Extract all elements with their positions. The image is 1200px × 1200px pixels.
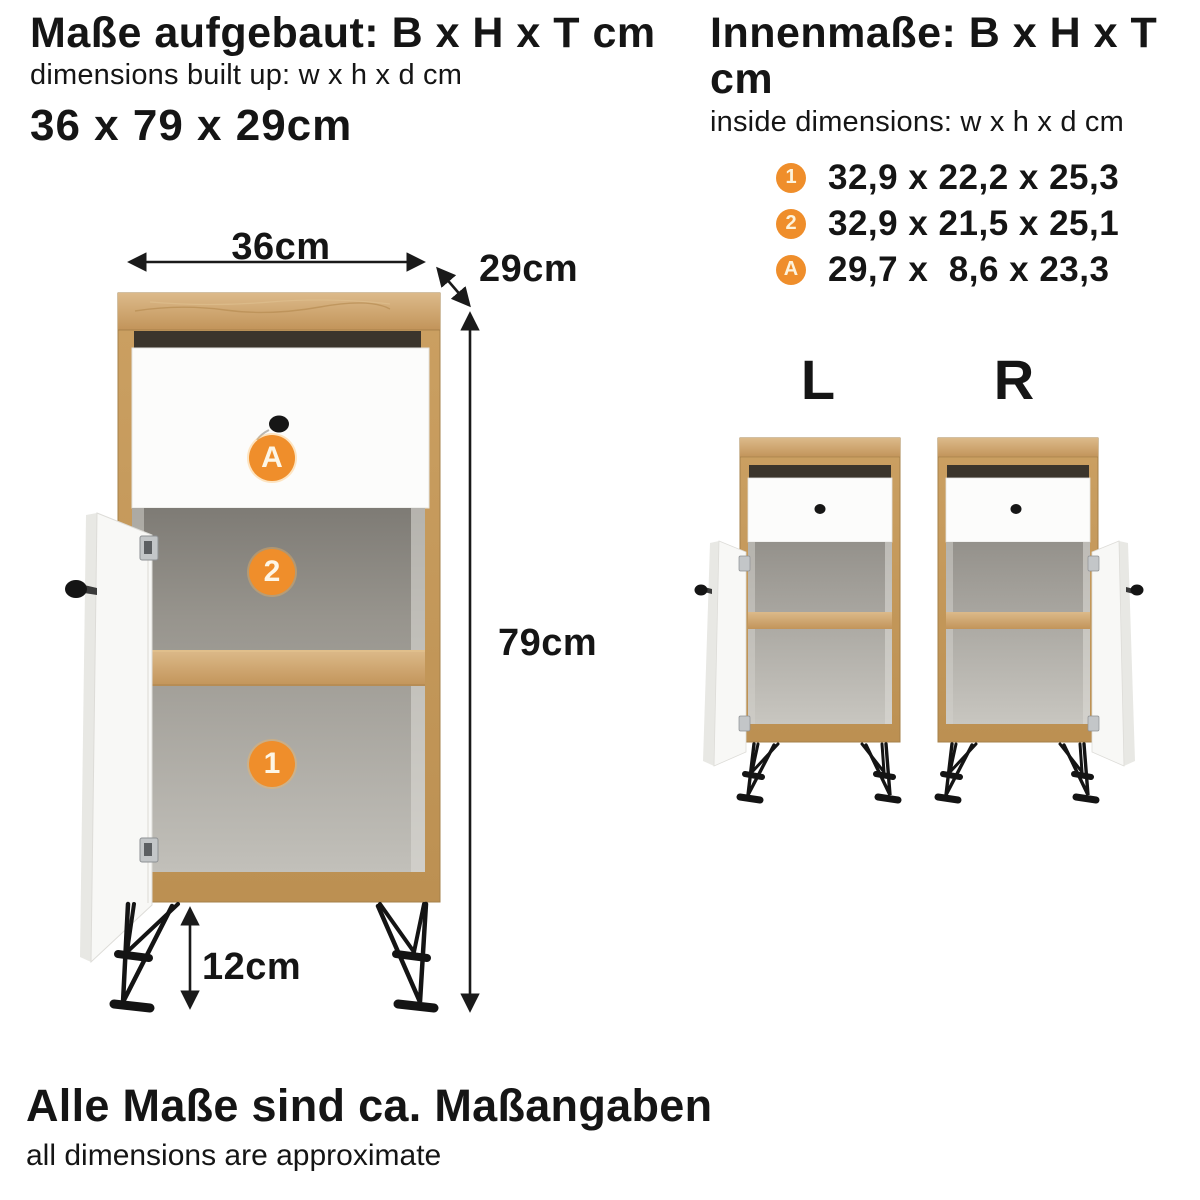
- right-variant-drawer-knob: [1011, 504, 1022, 514]
- left-variant-drawer-knob: [815, 504, 826, 514]
- drawer-a-dimensions: 29,7 x 8,6 x 23,3: [828, 249, 1110, 289]
- main-drawer-knob: [269, 416, 289, 433]
- right-variant-interior: [946, 542, 1090, 724]
- main-door-knob: [65, 580, 87, 598]
- inside-dimension-row-a: [776, 247, 1200, 293]
- height-dimension-label: 79cm: [498, 622, 598, 664]
- drawer-badge-a: A: [249, 435, 295, 481]
- main-cabinet-door: [65, 513, 158, 962]
- inside-dimension-row-1: [776, 155, 1200, 201]
- approximate-dimensions-note: [26, 1080, 712, 1173]
- right-variant-legs: [938, 744, 1096, 800]
- inside-dimension-row-2: [776, 201, 1200, 247]
- compartment-2-dimensions: 32,9 x 21,5 x 25,1: [828, 203, 1120, 243]
- assembled-dimensions-header: [30, 10, 656, 151]
- right-variant-shelf: [946, 612, 1090, 629]
- variant-left-label: L: [800, 348, 836, 411]
- right-variant-door: [1088, 541, 1144, 766]
- compartment-1-dimensions: 32,9 x 22,2 x 25,3: [828, 157, 1120, 197]
- left-variant-shelf: [748, 612, 892, 629]
- assembled-dimensions-title-en: dimensions built up: w x h x d cm: [30, 59, 463, 92]
- cabinet-right-variant-illustration: [938, 438, 1144, 800]
- approximate-note-de: Alle Maße sind ca. Maßangaben: [26, 1080, 713, 1131]
- left-variant-legs: [740, 744, 898, 800]
- main-cabinet-illustration: [65, 293, 440, 1008]
- drawer-a-badge: A: [776, 255, 806, 285]
- compartment-1-badge: 1: [776, 163, 806, 193]
- assembled-dimensions-value: 36 x 79 x 29cm: [30, 101, 353, 151]
- main-cabinet-recess: [134, 331, 421, 348]
- inside-dimensions-legend: [776, 155, 1200, 293]
- depth-arrow: [438, 269, 469, 305]
- inside-dimensions-title-de: Innenmaße: B x H x T cm: [710, 9, 1158, 104]
- leg-height-dimension-label: 12cm: [202, 946, 302, 988]
- assembled-dimensions-title-de: Maße aufgebaut: B x H x T cm: [30, 9, 656, 57]
- left-variant-interior: [748, 542, 892, 724]
- approximate-note-en: all dimensions are approximate: [26, 1139, 442, 1172]
- depth-dimension-label: 29cm: [479, 248, 579, 290]
- inside-dimensions-header: [710, 10, 1200, 293]
- inside-dimensions-title-en: inside dimensions: w x h x d cm: [710, 105, 1124, 138]
- left-variant-door: [695, 541, 751, 766]
- width-dimension-label: 36cm: [231, 226, 331, 268]
- lower-compartment-badge-1: 1: [249, 741, 295, 787]
- variant-right-label: R: [993, 348, 1035, 411]
- main-door-hinge-top: [140, 536, 158, 560]
- cabinet-left-variant-illustration: [695, 438, 901, 800]
- upper-compartment-badge-2: 2: [249, 549, 295, 595]
- main-cabinet-shelf: [132, 650, 425, 686]
- compartment-2-badge: 2: [776, 209, 806, 239]
- main-door-hinge-bottom: [140, 838, 158, 862]
